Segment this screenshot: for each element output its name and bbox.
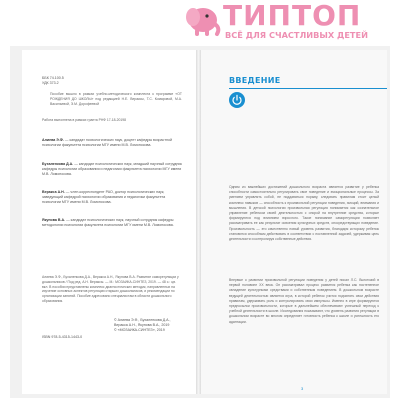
copyright-block xyxy=(114,318,184,333)
author-entry xyxy=(42,190,182,205)
page-number: 3 xyxy=(301,386,304,391)
intro-text: Пособие вышло в рамках учебно-методического комплекта к программе «ОТ РОЖДЕНИЯ ДО ШКОЛЫ» под редакцией Н.Е. Вераксы, Т.С. Комаровой, М.А. Васильевой, Э.М. Дорофеевой xyxy=(50,92,182,107)
copyright-line: © Алиева Э.Ф., Бухаленкова Д.А., Веракса А.Н., Якупова В.А., 2019 xyxy=(114,318,171,327)
bibliographic-text: Алиева Э.Ф., Бухаленкова Д.А., Веракса А.Н., Якупова В.А. Развитие саморегуляции у дошкольников / Под ред. А.Н. Вераксы. — М.: МОЗАИКА-СИНТЕЗ, 2019. — 48 с.: цв. вкл. В пособии представлены комплекс диагностических методик, направленных на изучение основных аспектов регуляции старших дошкольников, и рекомендации по организации занятий. Пособие адресовано специалистам в области дошкольного образования. xyxy=(42,275,179,303)
udk-code: УДК 373.2 xyxy=(42,81,59,85)
author-desc: — кандидат психологических наук, научный сотрудник кафедры методологии психологии факультета психологии МГУ имени М.В. Ломоносова. xyxy=(42,218,174,227)
brand-logo[interactable] xyxy=(183,0,397,43)
power-icon xyxy=(229,92,245,108)
author-name: Бухаленкова Д.А. xyxy=(42,162,74,166)
copyright-line: © «МОЗАИКА-СИНТЕЗ», 2019 xyxy=(114,328,165,332)
author-entry xyxy=(42,218,182,228)
brand-name: ТИПТОП xyxy=(223,0,362,32)
right-page xyxy=(201,50,387,394)
author-desc: — член-корреспондент РАО, доктор психологических наук, заведующий кафедрой психологии образования и педагогики факультета психологии МГУ имени М.В. Ломоносова. xyxy=(42,190,166,204)
author-entry xyxy=(42,138,182,148)
author-name: Якупова В.А. xyxy=(42,218,66,222)
brand-tagline: ВСЁ ДЛЯ СЧАСТЛИВЫХ ДЕТЕЙ xyxy=(225,30,368,40)
approval-text: Работа выполнена в рамках гранта РНФ 17-18-20198 xyxy=(42,118,127,122)
author-entry xyxy=(42,162,182,177)
intro-paragraph: Одним из важнейших достижений дошкольного возраста является развитие у ребенка способности самостоятельно регулировать свое поведение и эмоциональные процессы. За умением управлять собой, не поддаваться порыву, следовать правилам стоит целый комплекс навыков — способность к произвольной регуляции поведения, эмоций, внимания и мышления. В детской психологии произвольная регуляция понимается как сознательное управление ребенком своей деятельностью с опорой на внутренние средства, которые формируются под влиянием взрослого. Такое понимание саморегуляции позволяет рассматривать ее как результат освоения культурных средств, опосредствующих поведение. Произвольность — это качественно новый уровень развития, благодаря которому ребенок становится способным действовать в соответствии с поставленной задачей, удерживая цель деятельности и контролируя собственные действия. xyxy=(229,185,379,242)
book-spread xyxy=(10,46,390,398)
author-name: Веракса А.Н. xyxy=(42,190,65,194)
chapter-title: ВВЕДЕНИЕ xyxy=(229,76,281,85)
left-page xyxy=(22,50,196,394)
isbn: ISBN 978-5-4315-1443-0 xyxy=(42,335,83,339)
author-desc: — кандидат психологических наук, доцент кафедры возрастной психологии факультета психологии МГУ имени М.В. Ломоносова. xyxy=(42,138,172,147)
chapter-divider xyxy=(229,88,387,89)
author-desc: — кандидат психологических наук, младший научный сотрудник кафедры психологии образования и педагогики факультета психологии МГУ имени М.В. Ломоносова. xyxy=(42,162,182,176)
site-header xyxy=(0,0,400,44)
bbk-code: ББК 74.100.5 xyxy=(42,76,64,80)
author-name: Алиева Э.Ф. xyxy=(42,138,64,142)
elephant-icon xyxy=(183,3,223,37)
intro-paragraph: Впервые о развитии произвольной регуляции поведения у детей писал Л.С. Выготский в первой половине XX века. Он рассматривал процесс развития ребенка как постепенное овладение культурными средствами и собственным поведением. В дошкольном возрасте ведущей деятельностью является игра, в которой ребенок учится подчинять свои действия правилам, удерживать роль и контролировать свои импульсы. Именно в игре формируются предпосылки произвольности, которые в дальнейшем обеспечивают успешный переход к учебной деятельности в школе. Исследования показывают, что уровень развития регуляции в дошкольном возрасте во многом определяет готовность ребенка к школе и успешность его адаптации. xyxy=(229,278,379,324)
